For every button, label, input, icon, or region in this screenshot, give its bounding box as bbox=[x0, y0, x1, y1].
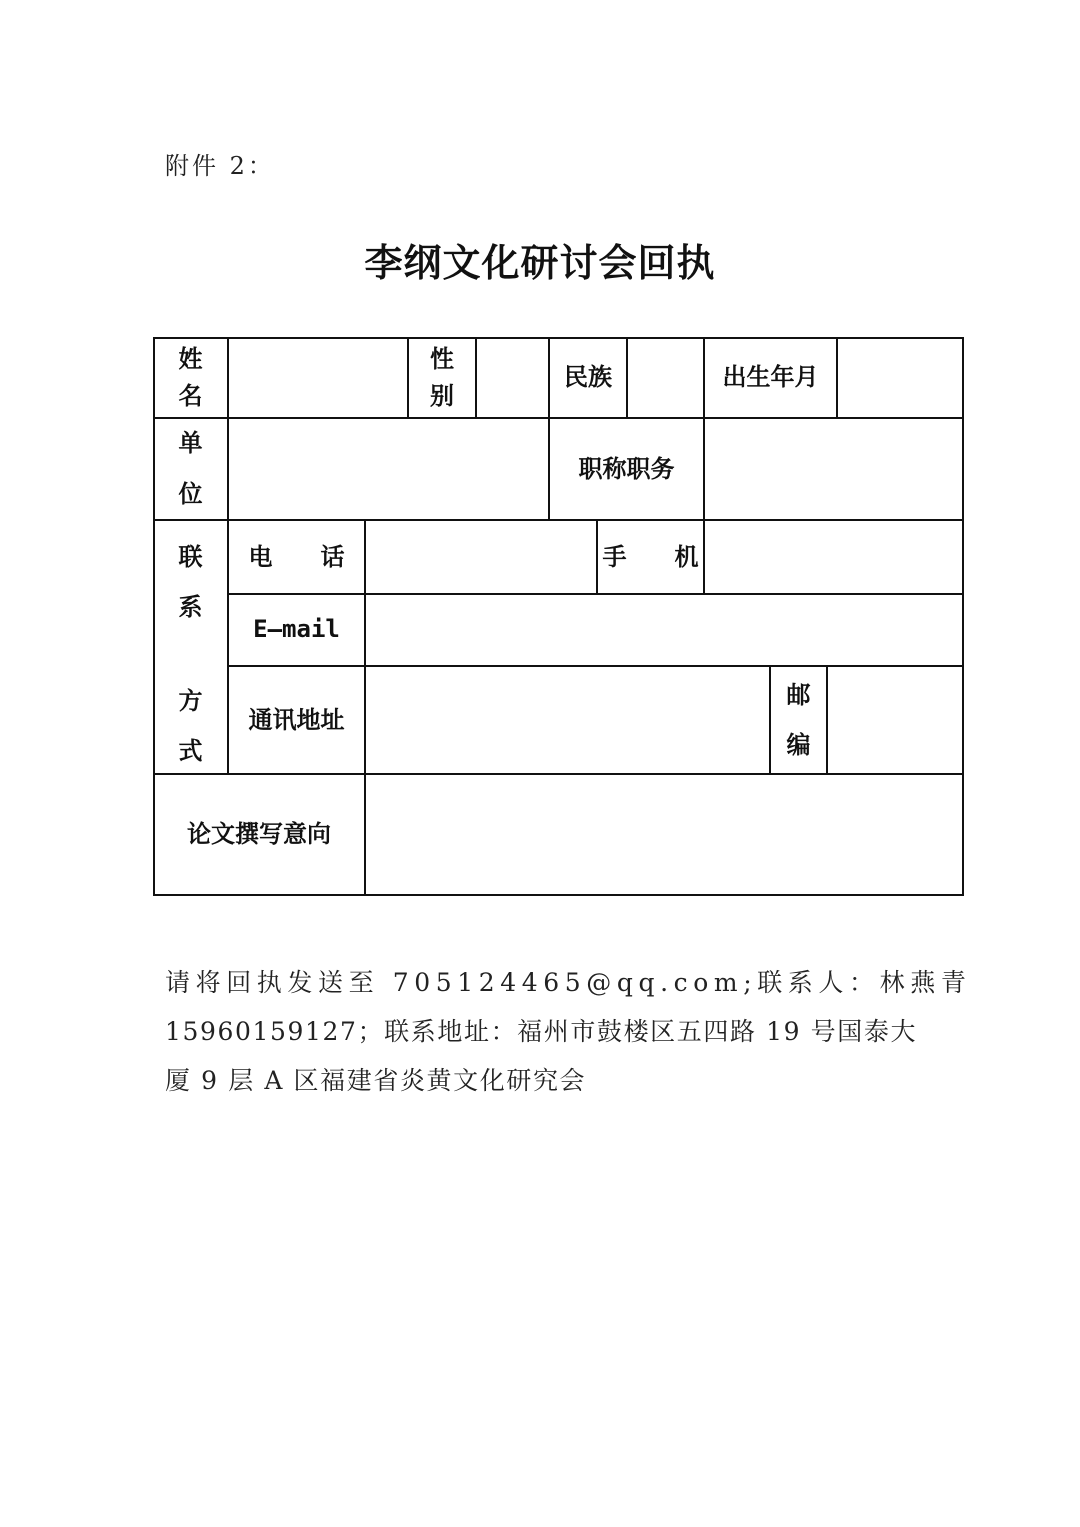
unit-field[interactable] bbox=[229, 419, 547, 518]
address-label: 通讯地址 bbox=[248, 705, 345, 735]
instructions-line-3: 厦 9 层 A 区福建省炎黄文化研究会 bbox=[165, 1066, 587, 1095]
position-field[interactable] bbox=[705, 419, 961, 518]
instructions-line-2: 15960159127；联系地址：福州市鼓楼区五四路 19 号国泰大 bbox=[165, 1017, 918, 1046]
email-field[interactable] bbox=[366, 595, 961, 664]
address-field[interactable] bbox=[366, 667, 768, 772]
postcode-field[interactable] bbox=[828, 667, 961, 772]
gender-field[interactable] bbox=[477, 339, 547, 416]
postcode-label: 邮 编 bbox=[786, 679, 811, 759]
email-label: E—mail bbox=[253, 615, 340, 644]
name-label: 姓 名 bbox=[178, 343, 203, 410]
gender-label: 性 别 bbox=[430, 343, 454, 410]
attachment-label: 附件 2： bbox=[165, 152, 275, 180]
mobile-field[interactable] bbox=[705, 521, 961, 592]
unit-label: 单 位 bbox=[178, 428, 203, 508]
ethnicity-field[interactable] bbox=[628, 339, 702, 416]
paper-intent-label: 论文撰写意向 bbox=[187, 819, 331, 849]
contact-label-bottom: 方 式 bbox=[178, 685, 203, 765]
mobile-label: 手 机 bbox=[602, 542, 699, 572]
phone-label: 电 话 bbox=[248, 542, 345, 572]
submission-instructions bbox=[165, 958, 972, 1105]
birth-date-label: 出生年月 bbox=[722, 362, 819, 392]
ethnicity-label: 民族 bbox=[564, 362, 612, 392]
page-title: 李纲文化研讨会回执 bbox=[364, 240, 716, 285]
phone-field[interactable] bbox=[366, 521, 595, 592]
name-field[interactable] bbox=[229, 339, 406, 416]
reply-form-table bbox=[153, 337, 964, 895]
instructions-line-1: 请将回执发送至 705124465@qq.com;联系人：林燕青 bbox=[165, 968, 972, 997]
paper-intent-field[interactable] bbox=[366, 775, 961, 893]
table-border-bottom bbox=[153, 894, 964, 896]
birth-date-field[interactable] bbox=[838, 339, 961, 416]
contact-label-top: 联 系 bbox=[178, 541, 203, 621]
position-label: 职称职务 bbox=[578, 453, 675, 483]
table-border-right bbox=[962, 337, 964, 895]
